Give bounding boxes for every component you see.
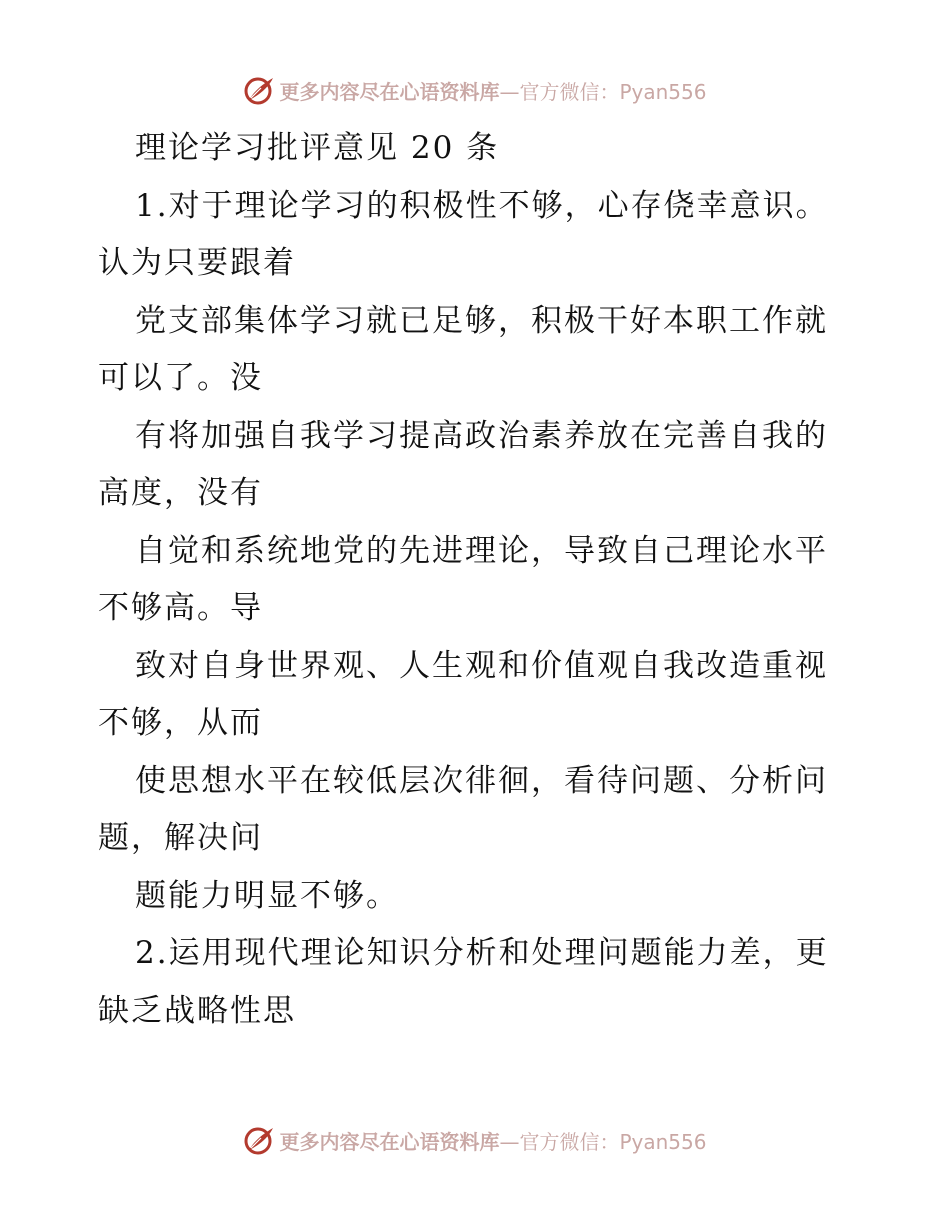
banner-contact-text: —官方微信：Pyan556 [499,1129,707,1154]
document-body [98,120,858,1040]
paragraph-line: 可以了。没 [98,360,263,396]
paragraph-line: 自觉和系统地党的先进理论，导致自己理论水平 [135,532,828,569]
paragraph-line: 2.运用现代理论知识分析和处理问题能力差，更 [135,935,829,971]
paragraph-line: 题能力明显不够。 [135,877,399,914]
paragraph-line: 不够高。导 [98,590,263,626]
paragraph-line: 有将加强自我学习提高政治素养放在完善自我的 [135,417,828,454]
paragraph-line: 题，解决问 [98,820,263,856]
banner-brand-text: 更多内容尽在心语资料库 [279,1129,500,1154]
paragraph-line: 不够，从而 [98,705,263,741]
banner-brand-text: 更多内容尽在心语资料库 [279,79,500,104]
feather-pen-logo-icon [243,74,275,106]
paragraph-line: 1.对于理论学习的积极性不够，心存侥幸意识。 [135,187,829,224]
paragraph-line: 党支部集体学习就已足够，积极干好本职工作就 [135,302,828,339]
paragraph-line: 致对自身世界观、人生观和价值观自我改造重视 [135,647,828,684]
paragraph-line: 认为只要跟着 [98,245,296,281]
feather-pen-logo-icon [243,1124,275,1156]
footer-banner [0,1120,950,1160]
banner-contact-text: —官方微信：Pyan556 [499,79,707,104]
paragraph-line: 使思想水平在较低层次徘徊，看待问题、分析问 [135,762,828,799]
paragraph-line: 缺乏战略性思 [98,992,296,1029]
header-banner [0,70,950,110]
document-title: 理论学习批评意见 20 条 [135,130,500,166]
paragraph-line: 高度，没有 [98,475,263,511]
